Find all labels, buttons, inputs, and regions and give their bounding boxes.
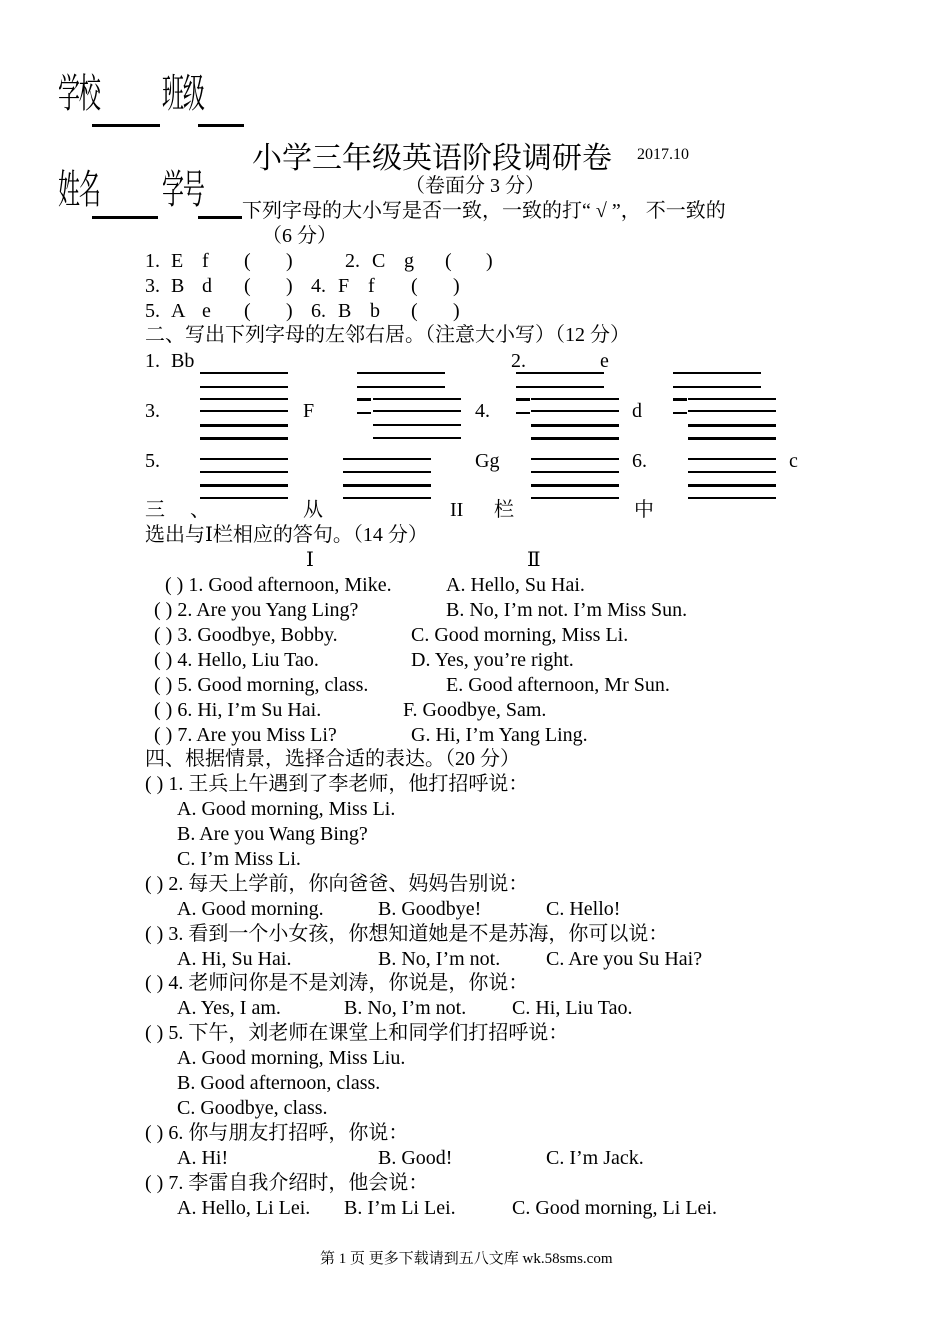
s1-item6-num: 6. — [311, 300, 326, 322]
s1-item2-lower: g — [404, 250, 414, 272]
s4-option: A. Good morning, Miss Liu. — [177, 1047, 406, 1069]
school-label: 学校 — [58, 71, 100, 117]
blank-line — [688, 497, 776, 499]
blank-line — [373, 398, 461, 400]
s1-item3-num: 3. — [145, 275, 160, 297]
school-blank — [92, 124, 160, 127]
s1-item1-num: 1. — [145, 250, 160, 272]
blank-line — [200, 497, 288, 499]
blank-line — [531, 437, 619, 440]
s3-question: ( ) 7. Are you Miss Li? — [154, 724, 337, 746]
blank-line — [688, 458, 776, 460]
s2-label-e: e — [600, 350, 609, 372]
s2-label-3: 3. — [145, 400, 160, 422]
s1-item3-upper: B — [171, 275, 185, 297]
s4-question: ( ) 6. 你与朋友打招呼，你说： — [145, 1122, 409, 1144]
s3-heading-part: II — [450, 499, 464, 521]
s2-label-gg: Gg — [475, 450, 500, 472]
section3-col2-header: Ⅱ — [527, 549, 541, 571]
s3-answer: B. No, I’m not. I’m Miss Sun. — [446, 599, 688, 621]
s1-item5-lower: e — [202, 300, 211, 322]
s1-item2-num: 2. — [345, 250, 360, 272]
blank-line — [516, 412, 530, 414]
blank-line — [200, 372, 288, 374]
s3-question: ( ) 3. Goodbye, Bobby. — [154, 624, 338, 646]
blank-line — [373, 437, 461, 439]
s1-item4-open: ( — [411, 275, 418, 297]
s4-option: A. Hi, Su Hai. — [177, 948, 292, 970]
blank-line — [200, 424, 288, 427]
blank-line — [200, 484, 288, 487]
blank-line — [531, 484, 619, 487]
s1-item3-lower: d — [202, 275, 212, 297]
blank-line — [343, 458, 431, 460]
blank-line — [200, 410, 288, 412]
number-label: 学号 — [162, 167, 204, 213]
s1-item3-open: ( — [244, 275, 251, 297]
s4-option: A. Good morning, Miss Li. — [177, 798, 396, 820]
s2-label-f: F — [303, 400, 315, 422]
s3-answer: D. Yes, you’re right. — [411, 649, 574, 671]
blank-line — [357, 412, 371, 414]
s3-heading-part: 中 — [634, 499, 654, 521]
class-blank — [198, 124, 244, 127]
s2-label-c: c — [789, 450, 798, 472]
blank-line — [531, 471, 619, 473]
s2-label-1: 1. — [145, 350, 160, 372]
s1-item1-lower: f — [202, 250, 209, 272]
s1-item4-close: ) — [453, 275, 460, 297]
s4-question: ( ) 4. 老师问你是不是刘涛，你说是，你说： — [145, 972, 529, 994]
number-blank — [198, 216, 242, 219]
s2-label-6: 6. — [632, 450, 647, 472]
s4-option: B. Good afternoon, class. — [177, 1072, 381, 1094]
blank-line — [673, 412, 687, 414]
blank-line — [343, 484, 431, 487]
blank-line — [531, 398, 619, 400]
s4-option: B. Good! — [378, 1147, 453, 1169]
s3-question: ( ) 2. Are you Yang Ling? — [154, 599, 359, 621]
s4-option: C. Hi, Liu Tao. — [512, 997, 633, 1019]
blank-line — [673, 398, 687, 401]
blank-line — [688, 471, 776, 473]
blank-line — [343, 497, 431, 499]
s4-option: A. Good morning. — [177, 898, 324, 920]
s1-item1-open: ( — [244, 250, 251, 272]
neatness-score: （卷面分 3 分） — [405, 175, 545, 197]
section4-heading: 四、根据情景，选择合适的表达。（20 分） — [145, 748, 520, 770]
s4-option: B. Goodbye! — [378, 898, 482, 920]
s4-question: ( ) 3. 看到一个小女孩，你想知道她是不是苏海，你可以说： — [145, 923, 669, 945]
blank-line — [688, 398, 776, 400]
name-blank — [92, 216, 158, 219]
s1-item6-open: ( — [411, 300, 418, 322]
s1-item4-lower: f — [368, 275, 375, 297]
s4-option: C. I’m Miss Li. — [177, 848, 301, 870]
s3-heading-part: 、 — [190, 499, 210, 521]
s4-question: ( ) 2. 每天上学前，你向爸爸、妈妈告别说： — [145, 873, 529, 895]
blank-line — [200, 437, 288, 440]
s1-item4-upper: F — [338, 275, 350, 297]
blank-line — [673, 372, 761, 374]
s4-option: C. Good morning, Li Lei. — [512, 1197, 717, 1219]
s3-heading-part: 从 — [303, 499, 323, 521]
blank-line — [531, 410, 619, 412]
s4-option: A. Yes, I am. — [177, 997, 281, 1019]
s3-heading-part: 三 — [145, 499, 165, 521]
s1-item6-close: ) — [453, 300, 460, 322]
blank-line — [357, 386, 445, 388]
section1-score: （6 分） — [262, 225, 337, 247]
s4-option: B. I’m Li Lei. — [344, 1197, 456, 1219]
blank-line — [516, 372, 604, 374]
s4-option: B. Are you Wang Bing? — [177, 823, 368, 845]
s4-option: A. Hi! — [177, 1147, 229, 1169]
s1-item3-close: ) — [286, 275, 293, 297]
page-footer: 第 1 页 更多下载请到五八文库 wk.58sms.com — [320, 1251, 613, 1267]
s4-option: C. I’m Jack. — [546, 1147, 644, 1169]
s3-answer: G. Hi, I’m Yang Ling. — [411, 724, 588, 746]
s1-item2-upper: C — [372, 250, 386, 272]
s1-item2-close: ) — [486, 250, 493, 272]
name-label: 姓名 — [58, 167, 100, 213]
section1-instruction: 下列字母的大小写是否一致，一致的打“ √ ”， 不一致的 — [242, 200, 726, 222]
s1-item6-lower: b — [370, 300, 380, 322]
section3-heading-tail: 选出与Ⅰ栏相应的答句。（14 分） — [145, 524, 428, 546]
blank-line — [357, 398, 371, 401]
blank-line — [531, 424, 619, 427]
s4-option: B. No, I’m not. — [344, 997, 467, 1019]
s3-answer: C. Good morning, Miss Li. — [411, 624, 629, 646]
blank-line — [373, 424, 461, 426]
s1-item5-upper: A — [171, 300, 186, 322]
s4-option: B. No, I’m not. — [378, 948, 501, 970]
s1-item5-num: 5. — [145, 300, 160, 322]
blank-line — [688, 410, 776, 412]
s3-answer: E. Good afternoon, Mr Sun. — [446, 674, 670, 696]
s3-heading-part: 栏 — [494, 499, 514, 521]
blank-line — [673, 386, 761, 388]
s4-option: C. Goodbye, class. — [177, 1097, 328, 1119]
blank-line — [200, 398, 288, 400]
blank-line — [688, 484, 776, 487]
section2-heading: 二、写出下列字母的左邻右居。（注意大小写）（12 分） — [145, 324, 630, 346]
s2-label-5: 5. — [145, 450, 160, 472]
class-label: 班级 — [162, 71, 204, 117]
page-title: 小学三年级英语阶段调研卷 — [252, 141, 612, 176]
blank-line — [200, 458, 288, 460]
s1-item5-close: ) — [286, 300, 293, 322]
s1-item2-open: ( — [445, 250, 452, 272]
s1-item1-upper: E — [171, 250, 184, 272]
blank-line — [373, 410, 461, 412]
blank-line — [200, 386, 288, 388]
blank-line — [343, 471, 431, 473]
s1-item5-open: ( — [244, 300, 251, 322]
s4-option: C. Are you Su Hai? — [546, 948, 703, 970]
s3-answer: A. Hello, Su Hai. — [446, 574, 585, 596]
s2-label-d: d — [632, 400, 642, 422]
s3-question: ( ) 1. Good afternoon, Mike. — [165, 574, 392, 596]
s3-question: ( ) 6. Hi, I’m Su Hai. — [154, 699, 322, 721]
s1-item4-num: 4. — [311, 275, 326, 297]
section3-col1-header: Ⅰ — [306, 549, 314, 571]
s4-question: ( ) 5. 下午，刘老师在课堂上和同学们打招呼说： — [145, 1022, 569, 1044]
s4-option: A. Hello, Li Lei. — [177, 1197, 311, 1219]
s4-question: ( ) 1. 王兵上午遇到了李老师，他打招呼说： — [145, 773, 529, 795]
blank-line — [531, 497, 619, 499]
blank-line — [516, 398, 530, 401]
s1-item6-upper: B — [338, 300, 352, 322]
s4-option: C. Hello! — [546, 898, 621, 920]
blank-line — [688, 424, 776, 427]
s3-answer: F. Goodbye, Sam. — [403, 699, 547, 721]
s2-label-2: 2. — [511, 350, 526, 372]
s3-question: ( ) 5. Good morning, class. — [154, 674, 369, 696]
blank-line — [357, 372, 445, 374]
blank-line — [516, 386, 604, 388]
s3-question: ( ) 4. Hello, Liu Tao. — [154, 649, 319, 671]
exam-date: 2017.10 — [637, 146, 689, 163]
s1-item1-close: ) — [286, 250, 293, 272]
blank-line — [688, 437, 776, 440]
s4-question: ( ) 7. 李雷自我介绍时，他会说： — [145, 1172, 429, 1194]
s2-label-bb: Bb — [171, 350, 195, 372]
blank-line — [531, 458, 619, 460]
blank-line — [200, 471, 288, 473]
s2-label-4: 4. — [475, 400, 490, 422]
